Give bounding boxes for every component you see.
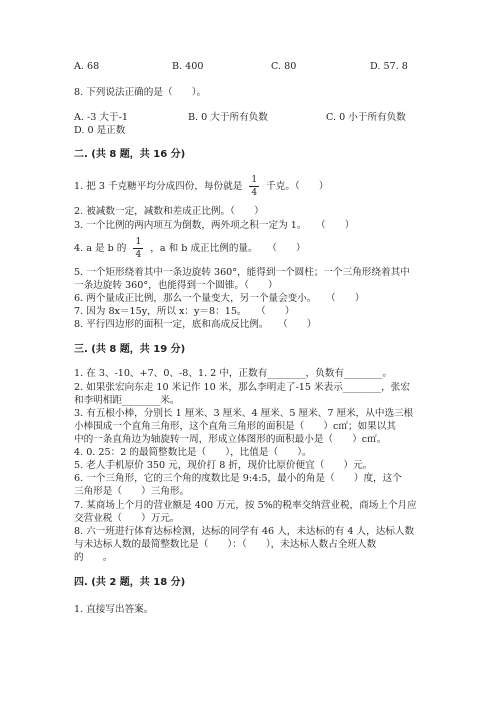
s3-q7-line2: 交营业税（ ）万元。: [74, 513, 180, 524]
s2-q6: 6. 两个量成正比例，那么一个量变大，另一个量会变小。 （ ）: [74, 293, 365, 304]
s2-q1-text: 1. 把 3 千克糖平均分成四份，每份就是: [74, 181, 243, 192]
s3-q6-line1: 6. 一个三角形，它的三个角的度数比是 9:4:5，最小的角是（ ）度，这个: [74, 473, 402, 484]
s3-q3-line1: 3. 有五根小棒，分别长 1 厘米、3 厘米、4 厘米、5 厘米、7 厘米，从中选三根: [74, 408, 414, 419]
s3-q5: 5. 老人手机原价 350 元，现价打 8 折，现价比原价便宜（ ）元。: [74, 460, 373, 471]
s3-q1: 1. 在 3、-10、+7、0、-8、1. 2 中，正数有________，负数有________。: [74, 368, 393, 379]
q8-stem: 8. 下列说法正确的是（ ）。: [74, 87, 207, 98]
q7-option-d: D. 57. 8: [370, 61, 408, 72]
s2-q5-line1: 5. 一个矩形绕着其中一条边旋转 360°，能得到一个圆柱；一个三角形绕着其中: [74, 267, 410, 278]
s2-q4-text-end: ，a 和 b 成正比例的量。 （ ）: [150, 243, 306, 254]
s3-q7-line1: 7. 某商场上个月的营业额是 400 万元，按 5%的税率交纳营业税，商场上个月应: [74, 500, 417, 511]
s3-q8-line2: 与未达标人数的最简整数比是（ ）：（ ），未达标人数占全班人数: [74, 539, 377, 550]
q8-option-b: B. 0 大于所有负数: [188, 112, 268, 123]
q7-option-a: A. 68: [74, 61, 100, 72]
s2-q4-fraction-denominator: 4: [135, 250, 142, 260]
s2-q5-line2: 一条边旋转 360°，也能得到一个圆锥。（ ）: [74, 280, 278, 291]
s3-q2-line2: 和李明相距________米。: [74, 395, 180, 406]
s3-q4: 4. 0. 25：2 的最简整数比是（ ），比值是（ ）。: [74, 447, 312, 458]
s2-q8: 8. 平行四边形的面积一定，底和高成反比例。 （ ）: [74, 319, 317, 330]
s3-q8-line3: 的 。: [74, 552, 113, 563]
s2-q1-text-end: 千克。（ ）: [266, 181, 329, 192]
s3-q3-line2: 小棒围成一个直角三角形，这个直角三角形的面积是（ ）c㎡；如果以其: [74, 421, 396, 432]
s3-q6-line2: 三角形是（ ）三角形。: [74, 486, 190, 497]
s2-q1-fraction-numerator: 1: [251, 175, 258, 185]
q7-option-b: B. 400: [172, 61, 204, 72]
s2-q4-text: 4. a 是 b 的: [74, 243, 127, 254]
section-3-title: 三. (共 8 题，共 19 分): [74, 344, 186, 355]
s3-q8-line1: 8. 六一班进行体育达标检测，达标的同学有 46 人，未达标的有 4 人，达标人数: [74, 526, 415, 537]
s2-q1-fraction-denominator: 4: [251, 188, 258, 198]
s2-q2: 2. 被减数一定，减数和差成正比例。（ ）: [74, 206, 264, 217]
s2-q3: 3. 一个比例的两内项互为倒数，两外项之积一定为 1。 （ ）: [74, 220, 355, 231]
s4-q1: 1. 直接写出答案。: [74, 604, 154, 615]
s2-q4: [74, 236, 306, 262]
s2-q4-fraction-numerator: 1: [135, 237, 142, 247]
q7-option-c: C. 80: [271, 61, 297, 72]
section-2-title: 二. (共 8 题，共 16 分): [74, 149, 186, 160]
s2-q4-fraction: [133, 237, 143, 260]
s2-q7: 7. 因为 8x＝15y，所以 x：y＝8：15。 （ ）: [74, 306, 295, 317]
s3-q3-line3: 中的一条直角边为轴旋转一周，形成立体图形的面积最小是（ ）c㎡。: [74, 434, 387, 445]
s3-q2-line1: 2. 如果张宏向东走 10 米记作 10 米，那么李明走了-15 米表示________，张宏: [74, 382, 410, 393]
s2-q1-fraction: [249, 175, 259, 198]
s2-q1: [74, 174, 329, 200]
q8-option-d: D. 0 是正数: [74, 125, 126, 136]
q8-option-c: C. 0 小于所有负数: [326, 112, 406, 123]
q8-option-a: A. -3 大于-1: [74, 112, 128, 123]
section-4-title: 四. (共 2 题，共 18 分): [74, 577, 186, 588]
